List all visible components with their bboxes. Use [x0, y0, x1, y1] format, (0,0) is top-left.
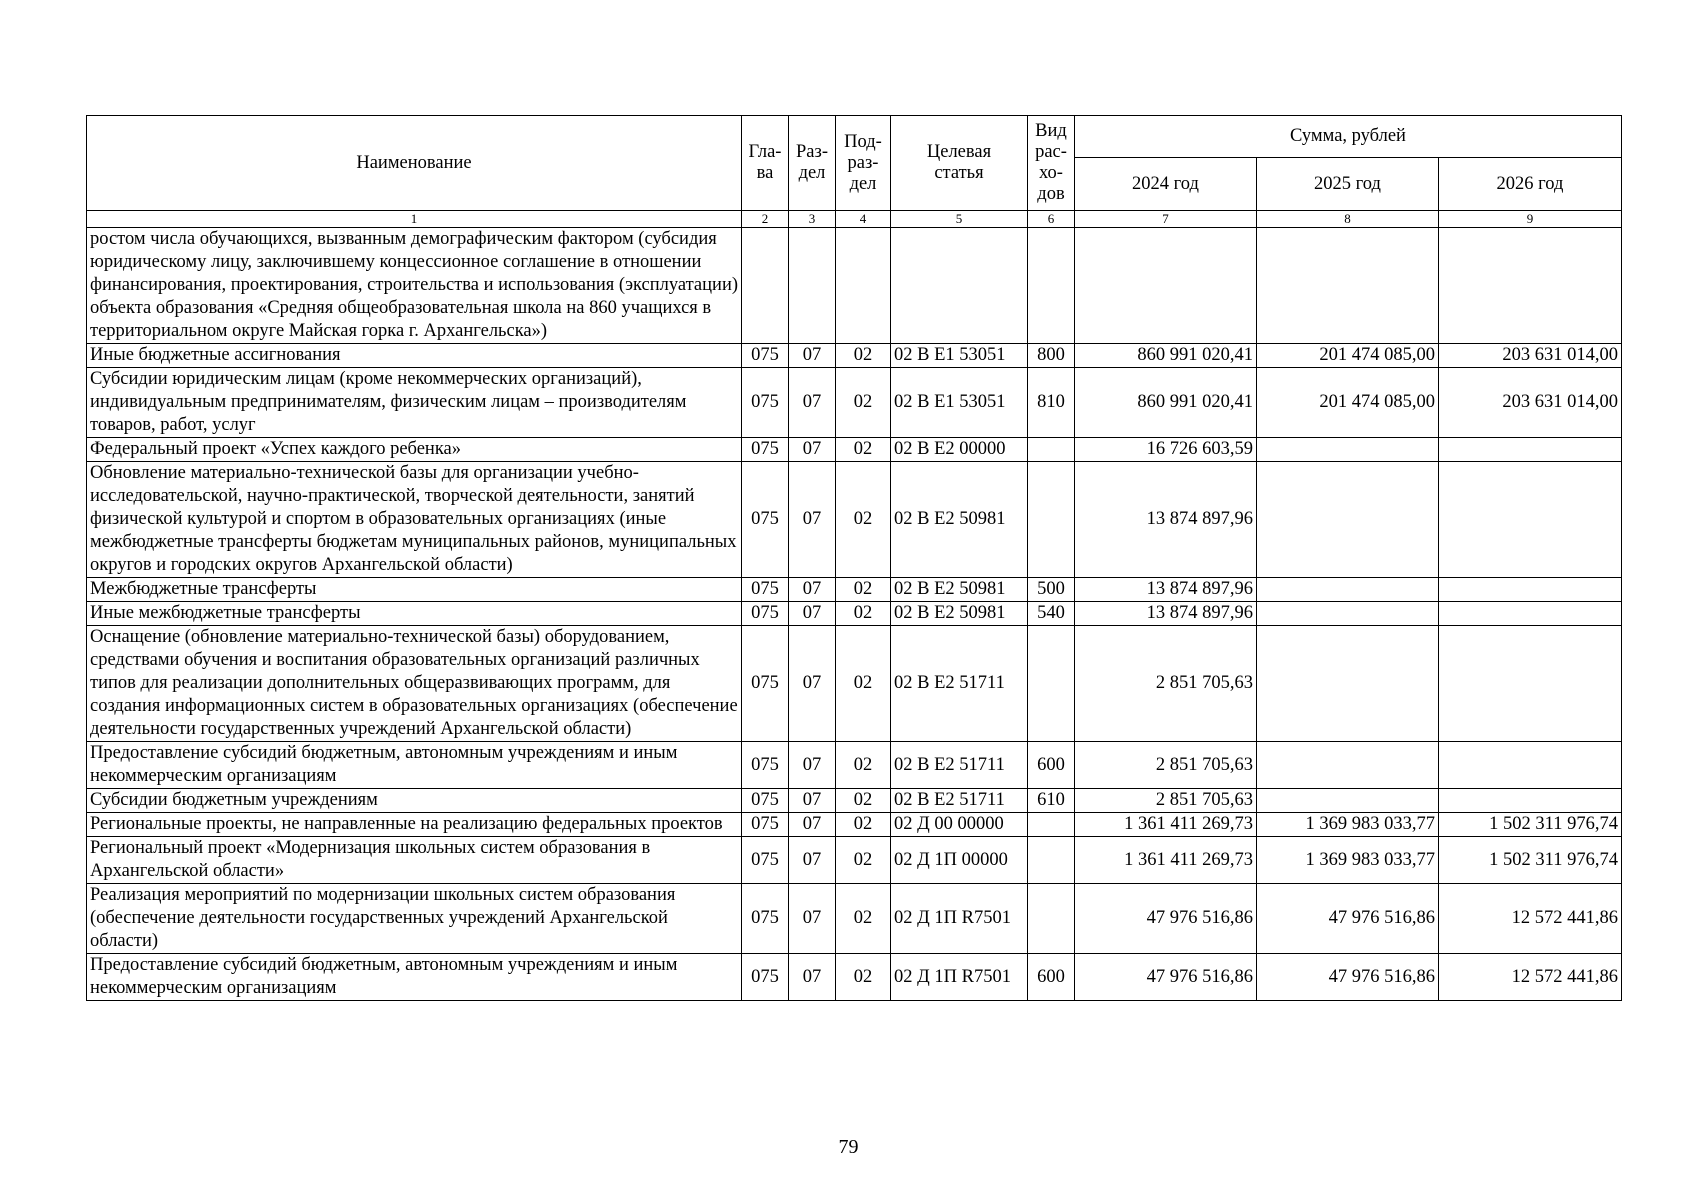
- table-body: [87, 228, 1622, 1001]
- header-type: [1028, 116, 1075, 211]
- row-type: 810: [1028, 368, 1075, 438]
- row-chapter: 075: [742, 438, 789, 462]
- row-amount-2024: [1075, 228, 1257, 344]
- row-amount-2025: [1257, 462, 1439, 578]
- row-chapter: 075: [742, 626, 789, 742]
- column-number: 5: [891, 211, 1028, 228]
- header-target-label: Целевая статья: [926, 142, 992, 183]
- row-name: ростом числа обучающихся, вызванным демографическим фактором (субсидия юридическому лицу, заключившему концессионное соглашение в отношении финансирования, проектирования, строительства и использования (эксплуатации) объекта образования «Средняя общеобразовательная школа на 860 учащихся в территориальном округе Майская горка г. Архангельска»): [87, 228, 742, 344]
- row-subsection: 02: [836, 602, 891, 626]
- row-type: 600: [1028, 742, 1075, 789]
- row-section: 07: [789, 884, 836, 954]
- row-amount-2026: [1439, 228, 1622, 344]
- row-chapter: 075: [742, 742, 789, 789]
- row-amount-2025: [1257, 626, 1439, 742]
- row-section: 07: [789, 344, 836, 368]
- table-row: [87, 742, 1622, 789]
- row-amount-2025: 47 976 516,86: [1257, 954, 1439, 1001]
- row-type: [1028, 438, 1075, 462]
- row-amount-2026: 203 631 014,00: [1439, 368, 1622, 438]
- table-row: [87, 837, 1622, 884]
- row-target: 02 Д 1П R7501: [891, 954, 1028, 1001]
- header-name: Наименование: [87, 116, 742, 211]
- row-amount-2024: 2 851 705,63: [1075, 742, 1257, 789]
- row-amount-2026: [1439, 462, 1622, 578]
- row-subsection: 02: [836, 789, 891, 813]
- row-section: [789, 228, 836, 344]
- row-target: 02 В Е2 51711: [891, 626, 1028, 742]
- row-subsection: [836, 228, 891, 344]
- row-section: 07: [789, 462, 836, 578]
- row-amount-2026: 1 502 311 976,74: [1439, 813, 1622, 837]
- row-amount-2025: 1 369 983 033,77: [1257, 837, 1439, 884]
- column-number: 7: [1075, 211, 1257, 228]
- row-target: 02 В Е2 50981: [891, 602, 1028, 626]
- column-number: 2: [742, 211, 789, 228]
- row-amount-2024: 860 991 020,41: [1075, 344, 1257, 368]
- table-row: [87, 438, 1622, 462]
- row-target: [891, 228, 1028, 344]
- row-section: 07: [789, 368, 836, 438]
- row-target: 02 Д 1П R7501: [891, 884, 1028, 954]
- row-type: 500: [1028, 578, 1075, 602]
- row-subsection: 02: [836, 344, 891, 368]
- row-section: 07: [789, 578, 836, 602]
- column-number: 3: [789, 211, 836, 228]
- row-subsection: 02: [836, 438, 891, 462]
- row-name: Субсидии юридическим лицам (кроме некоммерческих организаций), индивидуальным предпринимателям, физическим лицам – производителям товаров, работ, услуг: [87, 368, 742, 438]
- row-amount-2025: 47 976 516,86: [1257, 884, 1439, 954]
- row-name: Иные межбюджетные трансферты: [87, 602, 742, 626]
- row-name: Межбюджетные трансферты: [87, 578, 742, 602]
- row-section: 07: [789, 789, 836, 813]
- row-amount-2026: [1439, 602, 1622, 626]
- row-amount-2026: [1439, 789, 1622, 813]
- row-amount-2024: 860 991 020,41: [1075, 368, 1257, 438]
- row-type: 800: [1028, 344, 1075, 368]
- row-amount-2024: 47 976 516,86: [1075, 954, 1257, 1001]
- row-amount-2026: 12 572 441,86: [1439, 884, 1622, 954]
- header-target: [891, 116, 1028, 211]
- row-section: 07: [789, 626, 836, 742]
- row-type: [1028, 462, 1075, 578]
- row-type: [1028, 813, 1075, 837]
- row-amount-2026: 1 502 311 976,74: [1439, 837, 1622, 884]
- table-row: [87, 462, 1622, 578]
- header-subsection-label: Под- раз- дел: [844, 131, 882, 194]
- row-subsection: 02: [836, 368, 891, 438]
- row-amount-2025: [1257, 789, 1439, 813]
- row-type: 540: [1028, 602, 1075, 626]
- budget-table: [86, 115, 1622, 1001]
- header-chapter: [742, 116, 789, 211]
- table-row: [87, 954, 1622, 1001]
- row-chapter: 075: [742, 813, 789, 837]
- row-name: Предоставление субсидий бюджетным, автономным учреждениям и иным некоммерческим организациям: [87, 742, 742, 789]
- row-amount-2025: [1257, 578, 1439, 602]
- table-row: [87, 602, 1622, 626]
- row-amount-2026: 12 572 441,86: [1439, 954, 1622, 1001]
- row-chapter: 075: [742, 344, 789, 368]
- row-amount-2024: 13 874 897,96: [1075, 578, 1257, 602]
- row-type: 600: [1028, 954, 1075, 1001]
- row-amount-2025: [1257, 438, 1439, 462]
- row-name: Обновление материально-технической базы для организации учебно-исследовательской, научно-практической, творческой деятельности, занятий физической культурой и спортом в образовательных организациях (иные межбюджетные трансферты бюджетам муниципальных районов, муниципальных округов и городских округов Архангельской области): [87, 462, 742, 578]
- table-row: [87, 578, 1622, 602]
- row-name: Региональные проекты, не направленные на реализацию федеральных проектов: [87, 813, 742, 837]
- table-row: [87, 789, 1622, 813]
- row-section: 07: [789, 954, 836, 1001]
- row-target: 02 В Е2 50981: [891, 578, 1028, 602]
- row-chapter: 075: [742, 837, 789, 884]
- header-subsection: [836, 116, 891, 211]
- column-number: 9: [1439, 211, 1622, 228]
- row-name: Реализация мероприятий по модернизации школьных систем образования (обеспечение деятельности государственных учреждений Архангельской области): [87, 884, 742, 954]
- row-amount-2024: 1 361 411 269,73: [1075, 813, 1257, 837]
- row-amount-2025: 1 369 983 033,77: [1257, 813, 1439, 837]
- row-target: 02 В Е2 51711: [891, 789, 1028, 813]
- column-number: 8: [1257, 211, 1439, 228]
- row-target: 02 В Е2 50981: [891, 462, 1028, 578]
- row-amount-2024: 2 851 705,63: [1075, 789, 1257, 813]
- row-amount-2026: [1439, 438, 1622, 462]
- column-number-row: [87, 211, 1622, 228]
- table-row: [87, 368, 1622, 438]
- row-target: 02 Д 1П 00000: [891, 837, 1028, 884]
- row-name: Субсидии бюджетным учреждениям: [87, 789, 742, 813]
- header-section: [789, 116, 836, 211]
- row-amount-2025: 201 474 085,00: [1257, 368, 1439, 438]
- row-subsection: 02: [836, 626, 891, 742]
- row-chapter: 075: [742, 789, 789, 813]
- column-number: 1: [87, 211, 742, 228]
- row-section: 07: [789, 602, 836, 626]
- table-row: [87, 344, 1622, 368]
- row-subsection: 02: [836, 884, 891, 954]
- row-type: [1028, 228, 1075, 344]
- row-chapter: 075: [742, 368, 789, 438]
- table-row: [87, 813, 1622, 837]
- header-year-2024: 2024 год: [1075, 158, 1257, 211]
- page-number: 79: [838, 1136, 859, 1158]
- row-subsection: 02: [836, 578, 891, 602]
- header-year-2026: 2026 год: [1439, 158, 1622, 211]
- row-subsection: 02: [836, 813, 891, 837]
- header-type-label: Вид рас- хо- дов: [1035, 121, 1067, 204]
- row-amount-2025: [1257, 602, 1439, 626]
- row-target: 02 В Е2 00000: [891, 438, 1028, 462]
- table-row: [87, 626, 1622, 742]
- row-name: Предоставление субсидий бюджетным, автономным учреждениям и иным некоммерческим организациям: [87, 954, 742, 1001]
- row-target: 02 В Е1 53051: [891, 368, 1028, 438]
- row-amount-2024: 47 976 516,86: [1075, 884, 1257, 954]
- row-chapter: 075: [742, 884, 789, 954]
- row-chapter: 075: [742, 462, 789, 578]
- row-type: [1028, 626, 1075, 742]
- table-row: [87, 228, 1622, 344]
- row-subsection: 02: [836, 462, 891, 578]
- row-amount-2026: 203 631 014,00: [1439, 344, 1622, 368]
- row-chapter: [742, 228, 789, 344]
- row-section: 07: [789, 742, 836, 789]
- row-amount-2025: 201 474 085,00: [1257, 344, 1439, 368]
- row-amount-2026: [1439, 578, 1622, 602]
- row-target: 02 В Е1 53051: [891, 344, 1028, 368]
- row-subsection: 02: [836, 742, 891, 789]
- header-section-label: Раз- дел: [796, 142, 828, 183]
- header-year-2025: 2025 год: [1257, 158, 1439, 211]
- row-target: 02 Д 00 00000: [891, 813, 1028, 837]
- row-name: Федеральный проект «Успех каждого ребенка»: [87, 438, 742, 462]
- row-section: 07: [789, 438, 836, 462]
- row-amount-2026: [1439, 626, 1622, 742]
- row-amount-2025: [1257, 742, 1439, 789]
- row-chapter: 075: [742, 602, 789, 626]
- row-section: 07: [789, 837, 836, 884]
- row-section: 07: [789, 813, 836, 837]
- column-number: 6: [1028, 211, 1075, 228]
- row-amount-2026: [1439, 742, 1622, 789]
- row-type: [1028, 884, 1075, 954]
- row-subsection: 02: [836, 954, 891, 1001]
- row-amount-2024: 16 726 603,59: [1075, 438, 1257, 462]
- row-amount-2024: 13 874 897,96: [1075, 602, 1257, 626]
- row-type: [1028, 837, 1075, 884]
- header-chapter-label: Гла- ва: [748, 142, 782, 183]
- row-amount-2024: 2 851 705,63: [1075, 626, 1257, 742]
- row-name: Региональный проект «Модернизация школьных систем образования в Архангельской области»: [87, 837, 742, 884]
- row-type: 610: [1028, 789, 1075, 813]
- row-amount-2024: 13 874 897,96: [1075, 462, 1257, 578]
- row-amount-2025: [1257, 228, 1439, 344]
- table-row: [87, 884, 1622, 954]
- row-chapter: 075: [742, 954, 789, 1001]
- header-sum: Сумма, рублей: [1075, 116, 1622, 158]
- table-header: [87, 116, 1622, 228]
- column-number: 4: [836, 211, 891, 228]
- row-subsection: 02: [836, 837, 891, 884]
- row-chapter: 075: [742, 578, 789, 602]
- row-target: 02 В Е2 51711: [891, 742, 1028, 789]
- row-name: Иные бюджетные ассигнования: [87, 344, 742, 368]
- row-amount-2024: 1 361 411 269,73: [1075, 837, 1257, 884]
- row-name: Оснащение (обновление материально-технической базы) оборудованием, средствами обучения и воспитания образовательных организаций различных типов для реализации дополнительных общеразвивающих программ, для создания информационных систем в образовательных организациях (обеспечение деятельности государственных учреждений Архангельской области): [87, 626, 742, 742]
